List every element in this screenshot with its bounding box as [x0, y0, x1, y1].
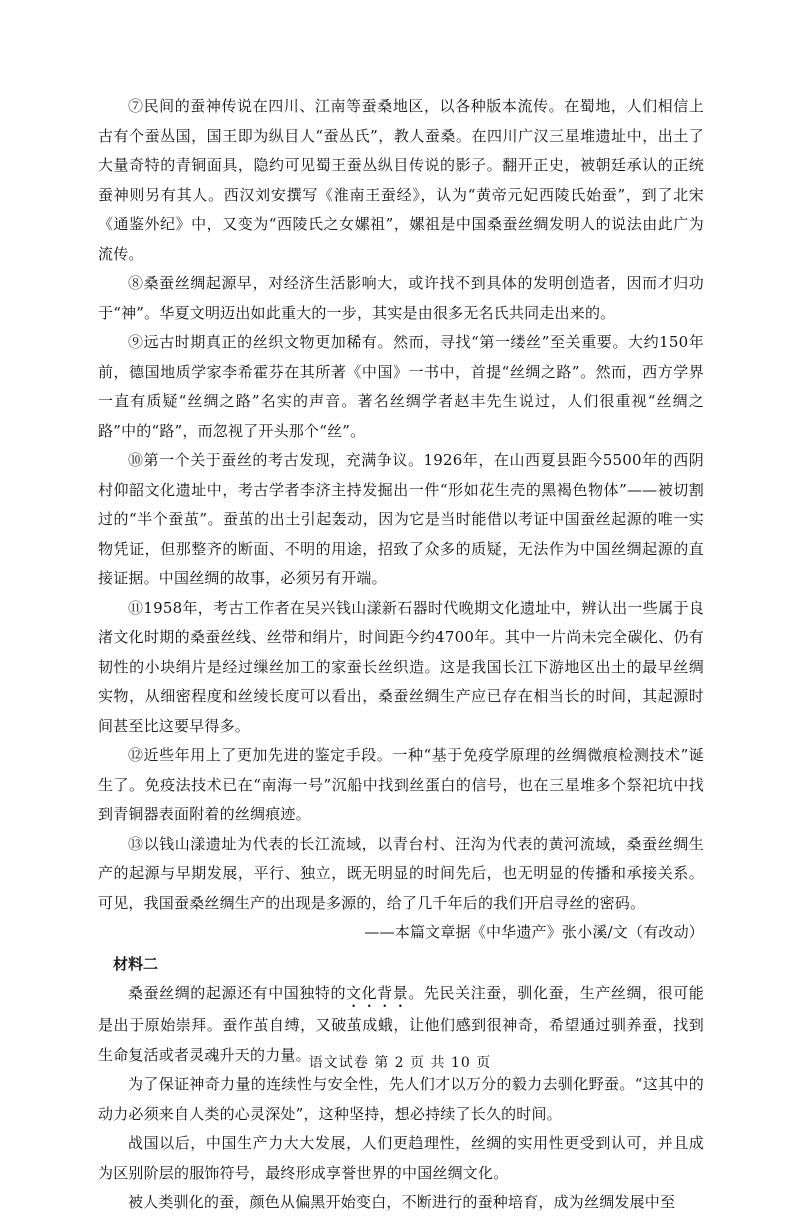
page-footer: 语文试卷 第 2 页 共 10 页	[308, 1055, 492, 1071]
paragraph-13: ⑬以钱山漾遗址为代表的长江流域，以青台村、汪沟为代表的黄河流域，桑蚕丝绸生产的起源与早期发展，平行、独立，既无明显的时间先后，也无明显的传播和承接关系。可见，我国蚕桑丝绸生产的出现是多源的，给了几千年后的我们开启寻丝的密码。	[98, 834, 704, 912]
paragraph-8: ⑧桑蚕丝绸起源早，对经济生活影响大，或许找不到具体的发明创造者，因而才归功于“神”。华夏文明迈出如此重大的一步，其实是由很多无名氏共同走出来的。	[98, 274, 704, 322]
article-body	[98, 92, 704, 1218]
emphasized-phrase: 文化背景	[346, 984, 409, 1002]
paragraph-11: ⑪1958年，考古工作者在吴兴钱山漾新石器时代晚期文化遗址中，辨认出一些属于良渚文化时期的桑蚕丝线、丝带和绢片，时间距今约4700年。其中一片尚未完全碳化、仍有韧性的小块绢片是经过缫丝加工的家蚕长丝织造。这是我国长江下游地区出土的最早丝绸实物，从细密程度和丝绫长度可以看出，桑蚕丝绸生产应已存在相当长的时间，其起源时间甚至比这要早得多。	[98, 598, 704, 735]
paragraph-7: ⑦民间的蚕神传说在四川、江南等蚕桑地区，以各种版本流传。在蜀地，人们相信上古有个蚕丛国，国王即为纵目人“蚕丛氏”，教人蚕桑。在四川广汉三星堆遗址中，出土了大量奇特的青铜面具，隐约可见蜀王蚕丛纵目传说的影子。翻开正史，被朝廷承认的正统蚕神则另有其人。西汉刘安撰写《淮南王蚕经》，认为“黄帝元妃西陵氏始蚕”，到了北宋《通鉴外纪》中，又变为“西陵氏之女嫘祖”，嫘祖是中国桑蚕丝绸发明人的说法由此广为流传。	[98, 97, 704, 263]
material2-p1-after: 。先民关注蚕，驯化蚕，生产丝绸，很可能是出于原始崇拜。蚕作茧自缚，又破茧成蛾，让他们感到很神奇，希望通过驯养蚕，找到生命复活或者灵魂升天的力量。	[98, 984, 704, 1064]
source-citation: ——本篇文章据《中华遗产》张小溪/文（有改动）	[364, 923, 704, 941]
paragraph-10: ⑩第一个关于蚕丝的考古发现，充满争议。1926年，在山西夏县距今5500年的西阴村仰韶文化遗址中，考古学者李济主持发掘出一件“形如花生壳的黑褐色物体”——被切割过的“半个蚕茧”。蚕茧的出土引起轰动，因为它是当时能借以考证中国蚕丝起源的唯一实物凭证，但那整齐的断面、不明的用途，招致了众多的质疑，无法作为中国丝绸起源的直接证据。中国丝绸的故事，必须另有开端。	[98, 451, 704, 587]
paragraph-9: ⑨远古时期真正的丝织文物更加稀有。然而，寻找“第一缕丝”至关重要。大约150年前，德国地质学家李希霍芬在其所著《中国》一书中，首提“丝绸之路”。然而，西方学界一直有质疑“丝绸之路”名实的声音。著名丝绸学者赵丰先生说过，人们很重视“丝绸之路”中的“路”，而忽视了开头那个“丝”。	[98, 333, 704, 440]
material2-paragraph-3: 战国以后，中国生产力大大发展，人们更趋理性，丝绸的实用性更受到认可，并且成为区别阶层的服饰符号，最终形成享誉世界的中国丝绸文化。	[98, 1134, 704, 1182]
paragraph-12: ⑫近些年用上了更加先进的鉴定手段。一种“基于免疫学原理的丝绸微痕检测技术”诞生了。免疫法技术已在“南海一号”沉船中找到丝蛋白的信号，也在三星堆多个祭祀坑中找到青铜器表面附着的丝绸痕迹。	[98, 746, 704, 823]
material2-paragraph-2: 为了保证神奇力量的连续性与安全性，先人们才以万分的毅力去驯化野蚕。“这其中的动力必须来自人类的心灵深处”，这种坚持，想必持续了长久的时间。	[98, 1075, 704, 1123]
material2-p1-before: 桑蚕丝绸的起源还有中国独特的	[128, 984, 347, 1002]
material2-paragraph-4: 被人类驯化的蚕，颜色从偏黑开始变白，不断进行的蚕种培育，成为丝绸发展中至	[128, 1193, 676, 1211]
section-heading-material-2: 材料二	[113, 954, 159, 973]
